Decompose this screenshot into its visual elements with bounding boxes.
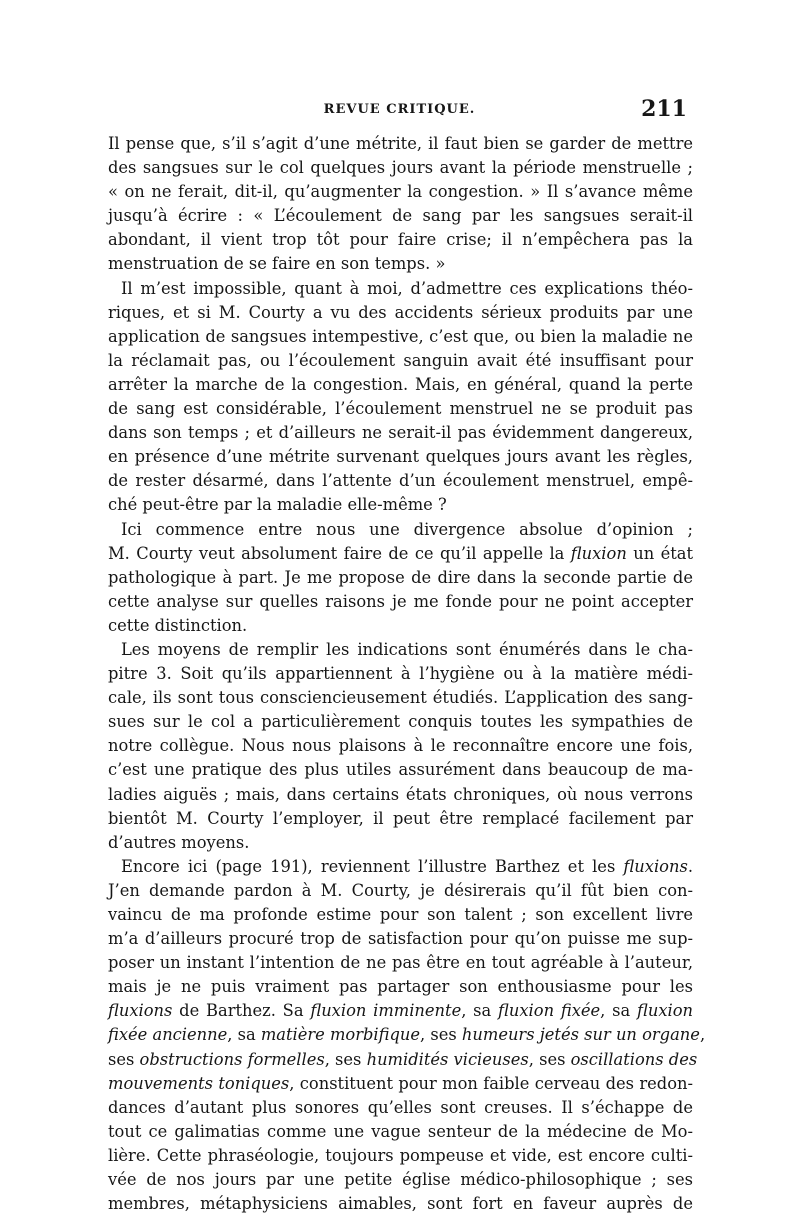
text-line: dances d’autant plus sonores qu’elles sont creuses. Il s’échappe de: [108, 1097, 693, 1117]
text-line: de sang est considérable, l’écoulement menstruel ne se produit pas: [108, 399, 693, 419]
text-line: cale, ils sont tous consciencieusement étudiés. L’application des sang-: [108, 688, 693, 708]
text-line: J’en demande pardon à M. Courty, je désirerais qu’il fût bien con-: [108, 880, 693, 900]
text-line: abondant, il vient trop tôt pour faire crise; il n’empêchera pas la: [108, 230, 693, 250]
text-line: vaincu de ma profonde estime pour son talent ; son excellent livre: [108, 905, 693, 924]
text-line: Encore ici (page 191), reviennent l’illustre Barthez et les fluxions.: [121, 856, 693, 876]
running-title: REVUE CRITIQUE.: [323, 102, 476, 117]
text-line: ses obstructions formelles, ses humidités vicieuses, ses oscillations des: [108, 1049, 698, 1069]
text-line: « on ne ferait, dit-il, qu’augmenter la congestion. » Il s’avance même: [108, 182, 693, 202]
text-line: ladies aiguës ; mais, dans certains états chroniques, où nous verrons: [108, 784, 693, 804]
text-line: bientôt M. Courty l’employer, il peut être remplacé facilement par: [108, 808, 693, 828]
text-line: la réclamait pas, ou l’écoulement sanguin avait été insuffisant pour: [108, 350, 693, 370]
text-line: dans son temps ; et d’ailleurs ne serait-il pas évidemment dangereux,: [108, 423, 693, 443]
text-line: jusqu’à écrire : « L’écoulement de sang par les sangsues serait-il: [108, 206, 693, 226]
text-line: c’est une pratique des plus utiles assurément dans beaucoup de ma-: [108, 760, 693, 780]
text-line: Il pense que, s’il s’agit d’une métrite, il faut bien se garder de mettre: [108, 134, 693, 153]
text-line: arrêter la marche de la congestion. Mais, en général, quand la perte: [108, 374, 693, 394]
body-text: [108, 132, 706, 1216]
text-line: m’a d’ailleurs procuré trop de satisfaction pour qu’on puisse me sup-: [108, 929, 693, 949]
text-line: sues sur le col a particulièrement conquis toutes les sympathies de: [108, 712, 693, 732]
text-line: lière. Cette phraséologie, toujours pompeuse et vide, est encore culti-: [108, 1145, 693, 1165]
text-line: fluxions de Barthez. Sa fluxion imminente, sa fluxion fixée, sa fluxion: [108, 1001, 693, 1021]
text-line: Les moyens de remplir les indications sont énumérés dans le cha-: [121, 639, 693, 659]
text-line: Il m’est impossible, quant à moi, d’admettre ces explications théo-: [121, 278, 693, 298]
text-line: riques, et si M. Courty a vu des accidents sérieux produits par une: [108, 302, 693, 322]
text-line: membres, métaphysiciens aimables, sont fort en faveur auprès de: [108, 1194, 693, 1214]
text-line: d’autres moyens.: [108, 832, 250, 852]
running-head: [112, 96, 687, 126]
text-line: mouvements toniques, constituent pour mon faible cerveau des redon-: [108, 1073, 693, 1093]
text-line: fixée ancienne, sa matière morbifique, ses humeurs jetés sur un organe,: [108, 1025, 706, 1045]
text-line: de rester désarmé, dans l’attente d’un écoulement menstruel, empê-: [108, 471, 693, 491]
text-line: application de sangsues intempestive, c’est que, ou bien la maladie ne: [108, 326, 693, 346]
text-line: en présence d’une métrite survenant quelques jours avant les règles,: [108, 447, 693, 467]
text-line: cette distinction.: [108, 615, 248, 635]
text-line: pitre 3. Soit qu’ils appartiennent à l’hygiène ou à la matière médi-: [108, 664, 693, 684]
text-line: vée de nos jours par une petite église médico-philosophique ; ses: [108, 1170, 693, 1190]
text-line: notre collègue. Nous nous plaisons à le reconnaître encore une fois,: [108, 736, 693, 756]
text-line: ché peut-être par la maladie elle-même ?: [108, 495, 447, 515]
text-line: M. Courty veut absolument faire de ce qu’il appelle la fluxion un état: [108, 543, 693, 563]
text-line: poser un instant l’intention de ne pas être en tout agréable à l’auteur,: [108, 953, 693, 973]
text-line: mais je ne puis vraiment pas partager son enthousiasme pour les: [108, 977, 693, 997]
text-line: pathologique à part. Je me propose de dire dans la seconde partie de: [108, 567, 693, 587]
text-line: des sangsues sur le col quelques jours avant la période menstruelle ;: [108, 158, 693, 178]
text-line: menstruation de se faire en son temps. »: [108, 254, 446, 274]
text-line: Ici commence entre nous une divergence absolue d’opinion ;: [121, 519, 693, 539]
text-line: tout ce galimatias comme une vague senteur de la médecine de Mo-: [108, 1121, 693, 1141]
text-line: cette analyse sur quelles raisons je me fonde pour ne point accepter: [108, 591, 693, 611]
page-number: 211: [641, 96, 687, 122]
